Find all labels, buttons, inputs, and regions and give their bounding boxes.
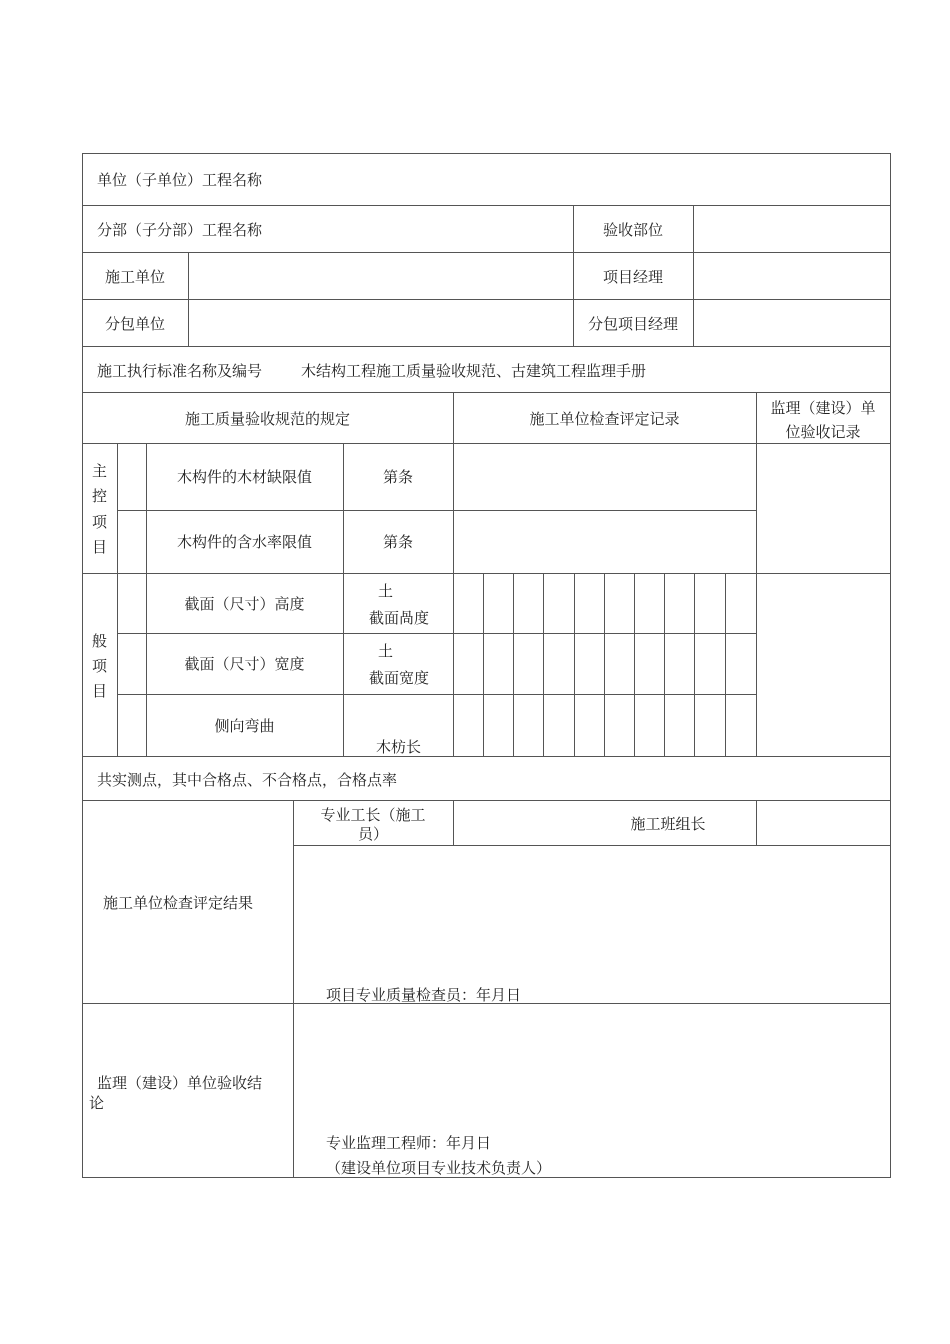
foreman-label-line1: 专业工长（施工: [320, 806, 426, 824]
main-item-record-field[interactable]: [454, 444, 756, 510]
grid-rule: [543, 573, 544, 756]
contractor-record-header: 施工单位检查评定记录: [529, 410, 680, 428]
team-leader-field[interactable]: [757, 801, 890, 845]
grid-rule: [664, 573, 665, 756]
grid-rule: [725, 573, 726, 756]
standard-value: 木结构工程施工质量验收规范、古建筑工程监理手册: [301, 362, 647, 380]
rule: [82, 756, 891, 757]
main-item-name: 木构件的含水率限值: [176, 533, 312, 551]
supervisor-conclusion-field[interactable]: [294, 1004, 890, 1128]
measurement-summary: 共实测点，其中合格点、不合格点，合格点率: [97, 771, 398, 789]
unit-project-label: 单位（子单位）工程名称: [97, 171, 263, 189]
supervisor-record-header-line2: 位验收记录: [785, 423, 861, 441]
grid-rule: [634, 573, 635, 756]
rule-right: [890, 153, 891, 1178]
supervisor-record-header-line1: 监理（建设）单: [770, 399, 876, 417]
grid-rule: [574, 573, 575, 756]
general-item-tolerance: 土: [378, 642, 394, 660]
general-label-char: 项: [91, 657, 107, 675]
rule: [117, 633, 756, 634]
main-control-label-char: 目: [91, 538, 107, 556]
project-manager-field[interactable]: [694, 253, 890, 299]
main-item-clause: 第条: [382, 533, 413, 551]
rule: [117, 443, 118, 756]
rule: [82, 392, 891, 393]
project-manager-label: 项目经理: [602, 268, 663, 286]
supervisor-conclusion-label-line2: 论: [89, 1094, 105, 1112]
main-supervisor-record-field[interactable]: [757, 444, 890, 573]
general-item-tolerance: 截面咼度: [369, 609, 430, 627]
grid-rule: [483, 573, 484, 756]
general-item-name: 截面（尺寸）宽度: [184, 655, 305, 673]
main-control-label-char: 主: [91, 462, 107, 480]
foreman-label-line2: 员）: [357, 825, 388, 843]
general-item-name: 侧向弯曲: [214, 717, 275, 735]
main-item-clause: 第条: [382, 468, 413, 486]
grid-rule: [694, 573, 695, 756]
rule: [82, 346, 891, 347]
sub-project-manager-label: 分包项目经理: [587, 315, 678, 333]
acceptance-part-field[interactable]: [694, 206, 890, 252]
acceptance-part-label: 验收部位: [602, 221, 663, 239]
rule: [343, 443, 344, 756]
general-item-tolerance: 木枋长: [376, 738, 422, 756]
team-leader-label: 施工班组长: [630, 815, 706, 833]
contractor-result-label: 施工单位检查评定结果: [103, 894, 254, 912]
division-project-label: 分部（子分部）工程名称: [97, 221, 263, 239]
general-label-char: 般: [91, 632, 107, 650]
rule-top: [82, 153, 891, 154]
main-item-record-field[interactable]: [454, 511, 756, 573]
grid-rule: [513, 573, 514, 756]
rule: [117, 694, 756, 695]
main-item-name: 木构件的木材缺限值: [176, 468, 312, 486]
quality-inspector-signature: 项目专业质量检查员：年月日: [326, 986, 522, 1004]
contractor-label: 施工单位: [104, 268, 165, 286]
subcontractor-label: 分包单位: [104, 315, 165, 333]
supervising-engineer-signature: 专业监理工程师：年月日: [326, 1134, 492, 1152]
sub-project-manager-field[interactable]: [694, 300, 890, 346]
general-label-char: 目: [91, 682, 107, 700]
main-control-label-char: 项: [91, 513, 107, 531]
subcontractor-field[interactable]: [189, 300, 573, 346]
contractor-result-field[interactable]: [294, 846, 890, 976]
general-item-tolerance: 土: [378, 582, 394, 600]
main-control-label-char: 控: [91, 487, 107, 505]
owner-representative-note: （建设单位项目专业技术负责人）: [326, 1159, 552, 1177]
general-item-tolerance: 截面宽度: [369, 669, 430, 687]
grid-rule: [604, 573, 605, 756]
standard-label: 施工执行标准名称及编号: [97, 362, 263, 380]
contractor-field[interactable]: [189, 253, 573, 299]
general-supervisor-record-field[interactable]: [757, 574, 890, 756]
supervisor-conclusion-label-line1: 监理（建设）单位验收结: [97, 1074, 263, 1092]
general-item-name: 截面（尺寸）高度: [184, 595, 305, 613]
spec-header: 施工质量验收规范的规定: [184, 410, 350, 428]
